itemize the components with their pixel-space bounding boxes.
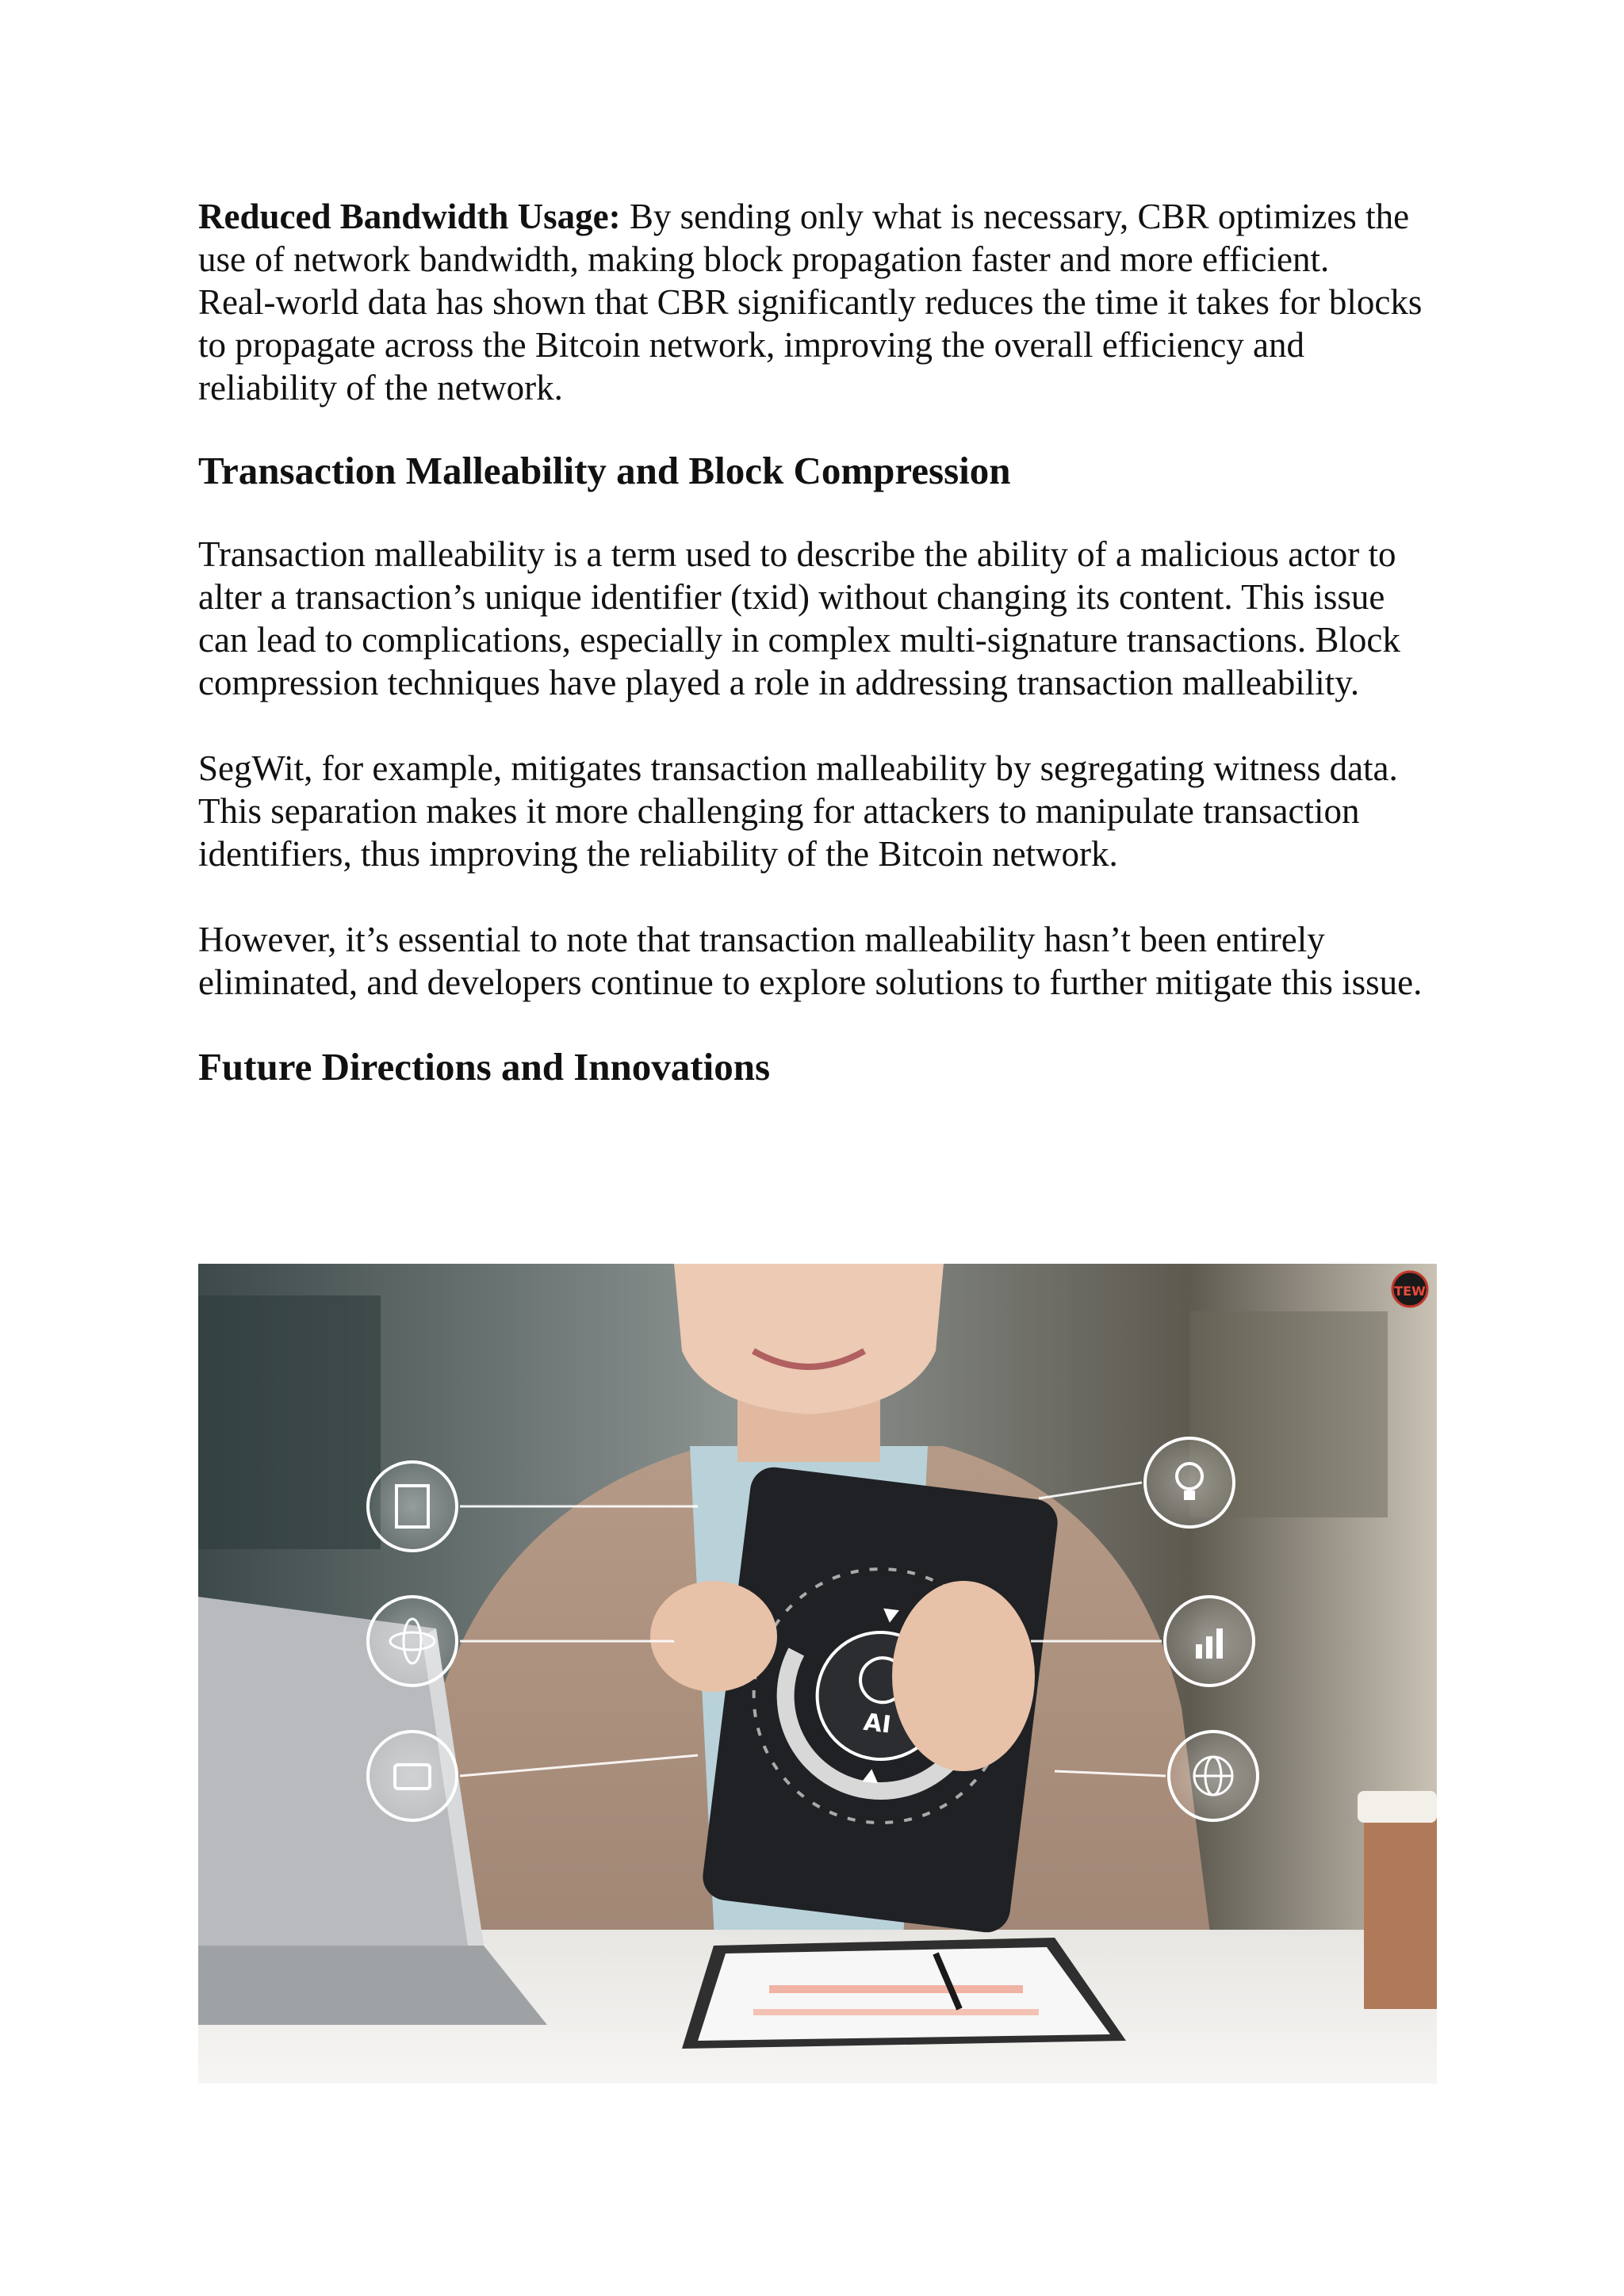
globe-icon <box>1169 1732 1258 1820</box>
atom-icon <box>368 1597 457 1686</box>
bandwidth-text: By sending only what is necessary, CBR optimizes the use of network bandwidth, making block propagation faster and more efficient. <box>198 197 1410 279</box>
lightbulb-icon <box>1145 1438 1234 1527</box>
bar-chart-icon <box>1165 1597 1254 1686</box>
document-icon <box>368 1462 457 1551</box>
wallet-icon <box>368 1732 457 1820</box>
paragraph-however: However, it’s essential to note that transaction malleability hasn’t been entirely eliminated, and developers continue to explore solutions to further mitigate this issue. <box>198 920 1423 1002</box>
coffee-cup <box>1358 1791 1437 2009</box>
paragraph-bandwidth <box>198 195 1443 281</box>
tablet-ai-label: AI <box>862 1708 893 1739</box>
logo-text: TEW <box>1394 1284 1426 1299</box>
article-body <box>198 195 1443 1093</box>
heading-future: Future Directions and Innovations <box>198 1045 771 1089</box>
paragraph-segwit: SegWit, for example, mitigates transaction malleability by segregating witness data. This separation makes it more challenging for attackers to manipulate transaction identifiers, thus improving the reliability of the Bitcoin network. <box>198 748 1398 874</box>
paragraph-malleability: Transaction malleability is a term used to describe the ability of a malicious actor to alter a transaction’s unique identifier (txid) without changing its content. This issue can lead to complications, especially in complex multi-signature transactions. Block compression techniques have played a role in addressing transaction malleability. <box>198 534 1400 702</box>
clipboard <box>682 1938 1126 2049</box>
article-photo <box>198 1264 1437 2084</box>
paragraph-realworld: Real-world data has shown that CBR significantly reduces the time it takes for blocks to propagate across the Bitcoin network, improving the overall efficiency and reliability of the network. <box>198 282 1423 408</box>
logo <box>1392 1272 1427 1307</box>
heading-malleability: Transaction Malleability and Block Compression <box>198 449 1011 492</box>
bandwidth-label: Reduced Bandwidth Usage: <box>198 197 621 236</box>
